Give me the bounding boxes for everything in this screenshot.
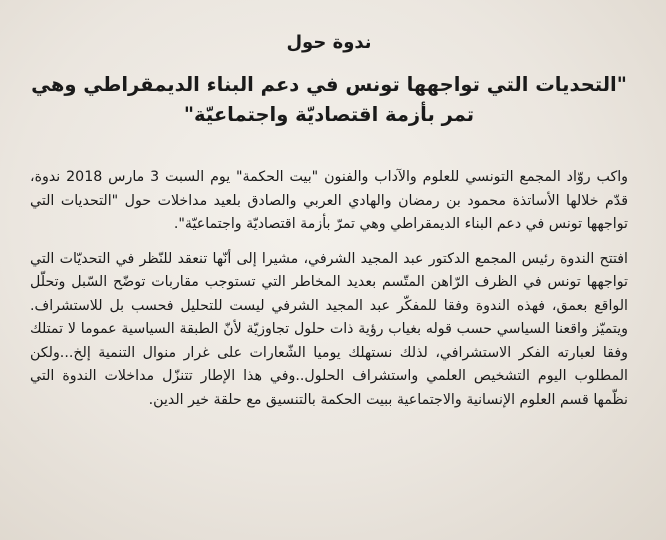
document-title: "التحديات التي تواجهها تونس في دعم البناء الديمقراطي وهي تمر بأزمة اقتصاديّة واجتماعيّة" — [31, 73, 627, 126]
document-kicker: ندوة حول — [286, 32, 372, 53]
paragraph: واكب روّاد المجمع التونسي للعلوم والآداب والفنون "بيت الحكمة" يوم السبت 3 مارس 2018 ندوة، قدّم خلالها الأساتذة محمود بن رمضان والهادي العربي والصادق بلعيد مداخلات حول "التحديات التي تواجهها تونس في دعم البناء الديمقراطي وهي تمرّ بأزمة اقتصاديّة واجتماعيّة". — [30, 169, 628, 232]
paragraph: افتتح الندوة رئيس المجمع الدكتور عبد المجيد الشرفي، مشيرا إلى أنّها تنعقد للنّظر في التحديّات التي تواجهها تونس في الظرف الرّاهن المتّسم بعديد المخاطر التي تستوجب مقاربات توضّح السّبل وتحلّل الواقع بعمق، فهذه الندوة وفقا للمفكّر عبد المجيد الشرفي ليست للتحليل فحسب بل للاستشراف. ويتميّز واقعنا السياسي حسب قوله بغياب رؤية ذات حلول تجاوزيّة لأنّ الطبقة السياسية عموما لا تمتلك وفقا لعبارته الفكر الاستشرافي، لذلك نستهلك يوميا الشّعارات على غرار منوال التنمية إلخ...ولكن المطلوب اليوم التشخيص العلمي واستشراف الحلول..وفي هذا الإطار تتنزّل مداخلات الندوة التي نظّمها قسم العلوم الإنسانية والاجتماعية ببيت الحكمة بالتنسيق مع حلقة خير الدين. — [30, 250, 628, 408]
document-body — [30, 166, 628, 412]
